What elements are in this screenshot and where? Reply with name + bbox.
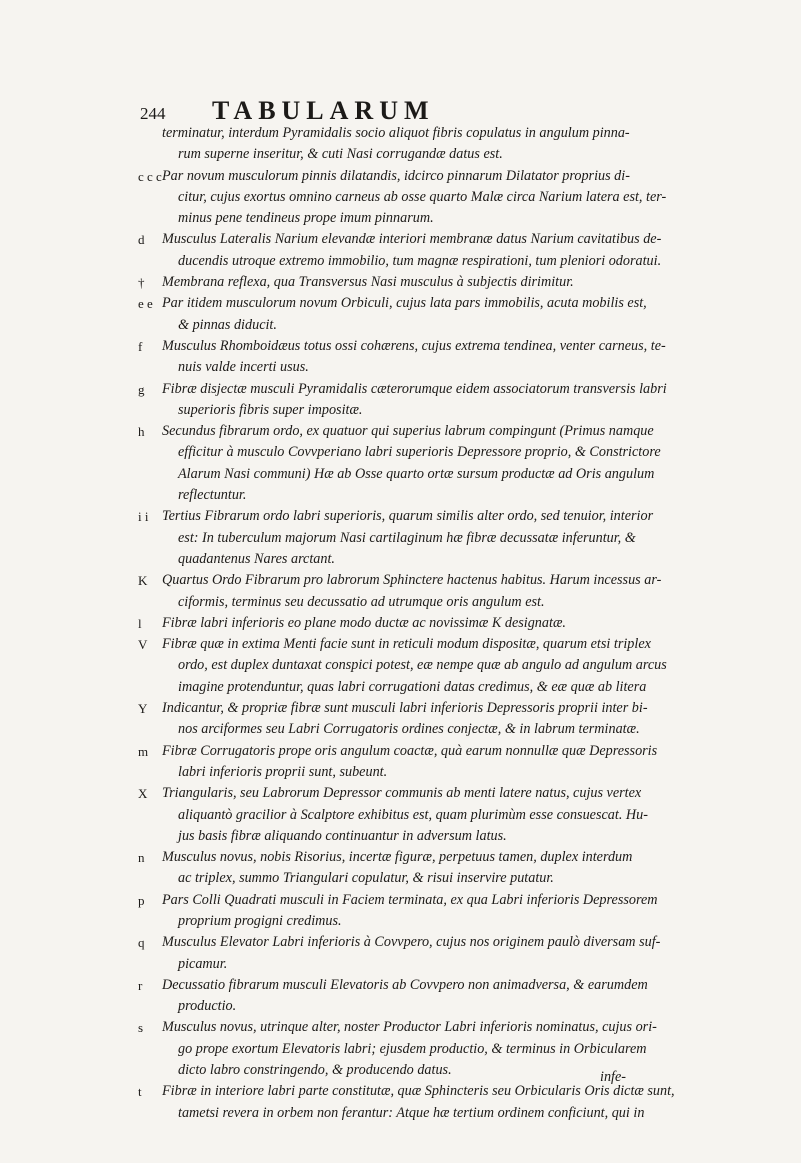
legend-entry [138, 421, 661, 506]
entry-marker: n [138, 850, 145, 866]
entry-line: Musculus novus, utrinque alter, noster Productor Labri inferioris nominatus, cujus ori- [162, 1019, 657, 1036]
entry-line: minus pene tendineus prope imum pinnarum. [178, 210, 434, 227]
entry-line: terminatur, interdum Pyramidalis socio aliquot fibris copulatus in angulum pinna- [162, 125, 630, 141]
entry-line: Musculus Rhomboidæus totus ossi cohærens, cujus extrema tendinea, venter carneus, te- [162, 337, 666, 354]
legend-entry [138, 272, 658, 293]
legend-entry [138, 847, 658, 890]
entry-line: Quartus Ordo Fibrarum pro labrorum Sphinctere hactenus habitus. Harum incessus ar- [162, 572, 662, 589]
entry-marker: Y [138, 701, 148, 717]
legend-entry [138, 783, 658, 847]
entry-line: picamur. [178, 955, 228, 972]
entry-line: Fibræ disjectæ musculi Pyramidalis cæterorumque eidem associatorum transversis labri [162, 380, 667, 397]
entry-marker: c c c [138, 168, 162, 184]
entry-line: productio. [178, 998, 237, 1015]
entry-marker: g [138, 381, 145, 397]
legend-entry [138, 166, 667, 230]
entry-line: Par itidem musculorum novum Orbiculi, cujus lata pars immobilis, acuta mobilis est, [162, 295, 647, 312]
entry-line: Fibræ in interiore labri parte constitutæ, quæ Sphincteris seu Orbicularis Oris dictæ sunt, [162, 1083, 675, 1100]
legend-entry [138, 293, 658, 336]
legend-entry [138, 229, 662, 272]
entry-line: efficitur à musculo Covvperiano labri superioris Depressore proprio, & Constrictore [178, 444, 661, 461]
entry-marker: V [138, 637, 148, 653]
entry-line: Alarum Nasi communi) Hæ ab Osse quarto ortæ sursum productæ ad Oris angulum [178, 465, 655, 482]
legend-entry [138, 975, 658, 1018]
entry-line: Par novum musculorum pinnis dilatandis, idcirco pinnarum Dilatator proprius di- [162, 167, 630, 184]
legend-entry [138, 123, 658, 166]
entry-line: Triangularis, seu Labrorum Depressor communis ab menti latere natus, cujus vertex [162, 785, 642, 802]
entry-marker: e e [138, 296, 153, 312]
running-title: TABULARUM [212, 96, 435, 125]
entry-line: ducendis utroque extremo immobilio, tum magnæ respirationi, tum pleniori odoratui. [178, 252, 662, 269]
catchword: infe- [600, 1069, 626, 1085]
entry-marker: p [138, 892, 145, 908]
entry-line: Fibræ quæ in extima Menti facie sunt in reticuli modum dispositæ, quarum etsi triplex [162, 636, 651, 653]
entry-line: Decussatio fibrarum musculi Elevatoris ab Covvpero non animadversa, & earumdem [162, 976, 648, 993]
entry-line: est: In tuberculum majorum Nasi cartilaginum hæ fibræ decussatæ inferuntur, & [178, 529, 636, 546]
entry-marker: t [138, 1084, 142, 1100]
entry-line: Fibræ labri inferioris eo plane modo ductæ ac novissimæ K designatæ. [162, 614, 566, 631]
legend-entry [138, 1017, 658, 1081]
entry-line: ac triplex, summo Triangulari copulatur, & risui inservire putatur. [178, 870, 554, 887]
entry-marker: † [138, 275, 145, 291]
entry-line: go prope exortum Elevatoris labri; ejusdem productio, & terminus in Orbicularem [178, 1040, 647, 1057]
legend-entry [138, 698, 658, 741]
entry-line: Musculus Lateralis Narium elevandæ interiori membranæ datus Narium cavitatibus de- [162, 231, 662, 248]
legend-entry [138, 336, 666, 379]
entry-line: Secundus fibrarum ordo, ex quatuor qui superius labrum compingunt (Primus namque [162, 423, 654, 440]
entry-line: Musculus Elevator Labri inferioris à Covvpero, cujus nos originem paulò diversam suf- [162, 934, 661, 951]
page-number: 244 [140, 104, 166, 123]
entry-marker: K [138, 573, 148, 589]
legend-entry [138, 379, 667, 422]
entry-line: proprium progigni credimus. [178, 912, 342, 929]
entry-marker: i i [138, 509, 149, 525]
entry-line: Tertius Fibrarum ordo labri superioris, quarum similis alter ordo, sed tenuior, interior [162, 508, 654, 525]
entry-marker: r [138, 977, 143, 993]
entry-line: dicto labro constringendo, & producendo datus. [178, 1062, 452, 1079]
entry-marker: f [138, 338, 143, 354]
entry-line: rum superne inseritur, & cuti Nasi corrugandæ datus est. [178, 146, 503, 163]
entry-line: Indicantur, & propriæ fibræ sunt musculi labri inferioris Depressoris proprii inter bi- [162, 700, 648, 717]
entry-line: Musculus novus, nobis Risorius, incertæ figuræ, perpetuus tamen, duplex interdum [162, 849, 633, 866]
entry-line: citur, cujus exortus omnino carneus ab osse quarto Malæ circa Narium latera est, ter- [178, 188, 667, 205]
entry-marker: s [138, 1020, 144, 1036]
entry-line: Fibræ Corrugatoris prope oris angulum coactæ, quà earum nonnullæ quæ Depressoris [162, 742, 658, 759]
entry-line: ordo, est duplex duntaxat conspici potest, eæ nempe quæ ab angulo ad angulum arcus [178, 657, 667, 674]
entry-line: reflectuntur. [178, 487, 247, 504]
entry-line: aliquantò gracilior à Scalptore exhibitus est, quam plurimùm esse consuescat. Hu- [178, 806, 648, 823]
entry-marker: d [138, 232, 145, 248]
entry-marker: m [138, 743, 149, 759]
entry-line: Membrana reflexa, qua Transversus Nasi musculus à subjectis dirimitur. [162, 274, 574, 291]
legend-entry [138, 570, 662, 613]
legend-entry [138, 634, 667, 698]
legend-entry [138, 890, 658, 933]
entry-line: nuis valde incerti usus. [178, 359, 309, 376]
entry-line: & pinnas diducit. [178, 316, 277, 333]
entry-line: labri inferioris proprii sunt, subeunt. [178, 763, 388, 780]
entry-line: Pars Colli Quadrati musculi in Faciem terminata, ex qua Labri inferioris Depressorem [162, 891, 658, 908]
entry-marker: h [138, 424, 145, 440]
entry-marker: X [138, 786, 148, 802]
legend-entry [138, 741, 658, 784]
legend-entry [138, 932, 661, 975]
legend-entries [138, 123, 675, 1124]
entry-line: jus basis fibræ aliquando continuantur in adversum latus. [178, 827, 507, 844]
entry-line: superioris fibris super impositæ. [178, 401, 363, 418]
entry-line: nos arciformes seu Labri Corrugatoris ordines conjectæ, & in labrum terminatæ. [178, 721, 640, 738]
legend-entry [138, 613, 658, 634]
entry-line: tametsi revera in orbem non ferantur: Atque hæ tertium ordinem conficiunt, qui in [178, 1104, 645, 1121]
legend-entry [138, 1081, 675, 1124]
entry-marker: l [138, 615, 142, 631]
entry-line: ciformis, terminus seu decussatio ad utrumque oris angulum est. [178, 593, 545, 610]
entry-line: quadantenus Nares arctant. [178, 550, 335, 567]
legend-entry [138, 506, 658, 570]
entry-line: imagine protenduntur, quas labri corrugationi datas credimus, & eæ quæ ab litera [178, 678, 647, 695]
entry-marker: q [138, 935, 145, 951]
